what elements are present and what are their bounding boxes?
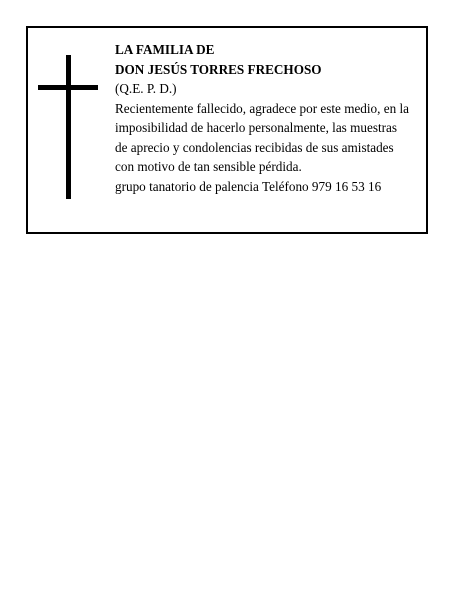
body-line: imposibilidad de hacerlo personalmente, las muestras (115, 120, 397, 135)
cross-horizontal-bar (38, 85, 98, 90)
cross-icon (38, 55, 98, 199)
contact-line: grupo tanatorio de palencia Teléfono 979 16 53 16 (115, 178, 382, 194)
body-line: Recientemente fallecido, agradece por este medio, en la (115, 100, 410, 116)
body-line: de aprecio y condolencias recibidas de sus amistades (115, 139, 394, 155)
deceased-name: DON JESÚS TORRES FRECHOSO (115, 61, 322, 77)
body-line: con motivo de tan sensible pérdida. (115, 159, 302, 174)
notice-text (115, 40, 423, 196)
qepd-text: (Q.E. P. D.) (115, 81, 177, 96)
family-heading: LA FAMILIA DE (115, 42, 215, 57)
obituary-notice (26, 26, 428, 234)
cross-vertical-bar (66, 55, 71, 199)
